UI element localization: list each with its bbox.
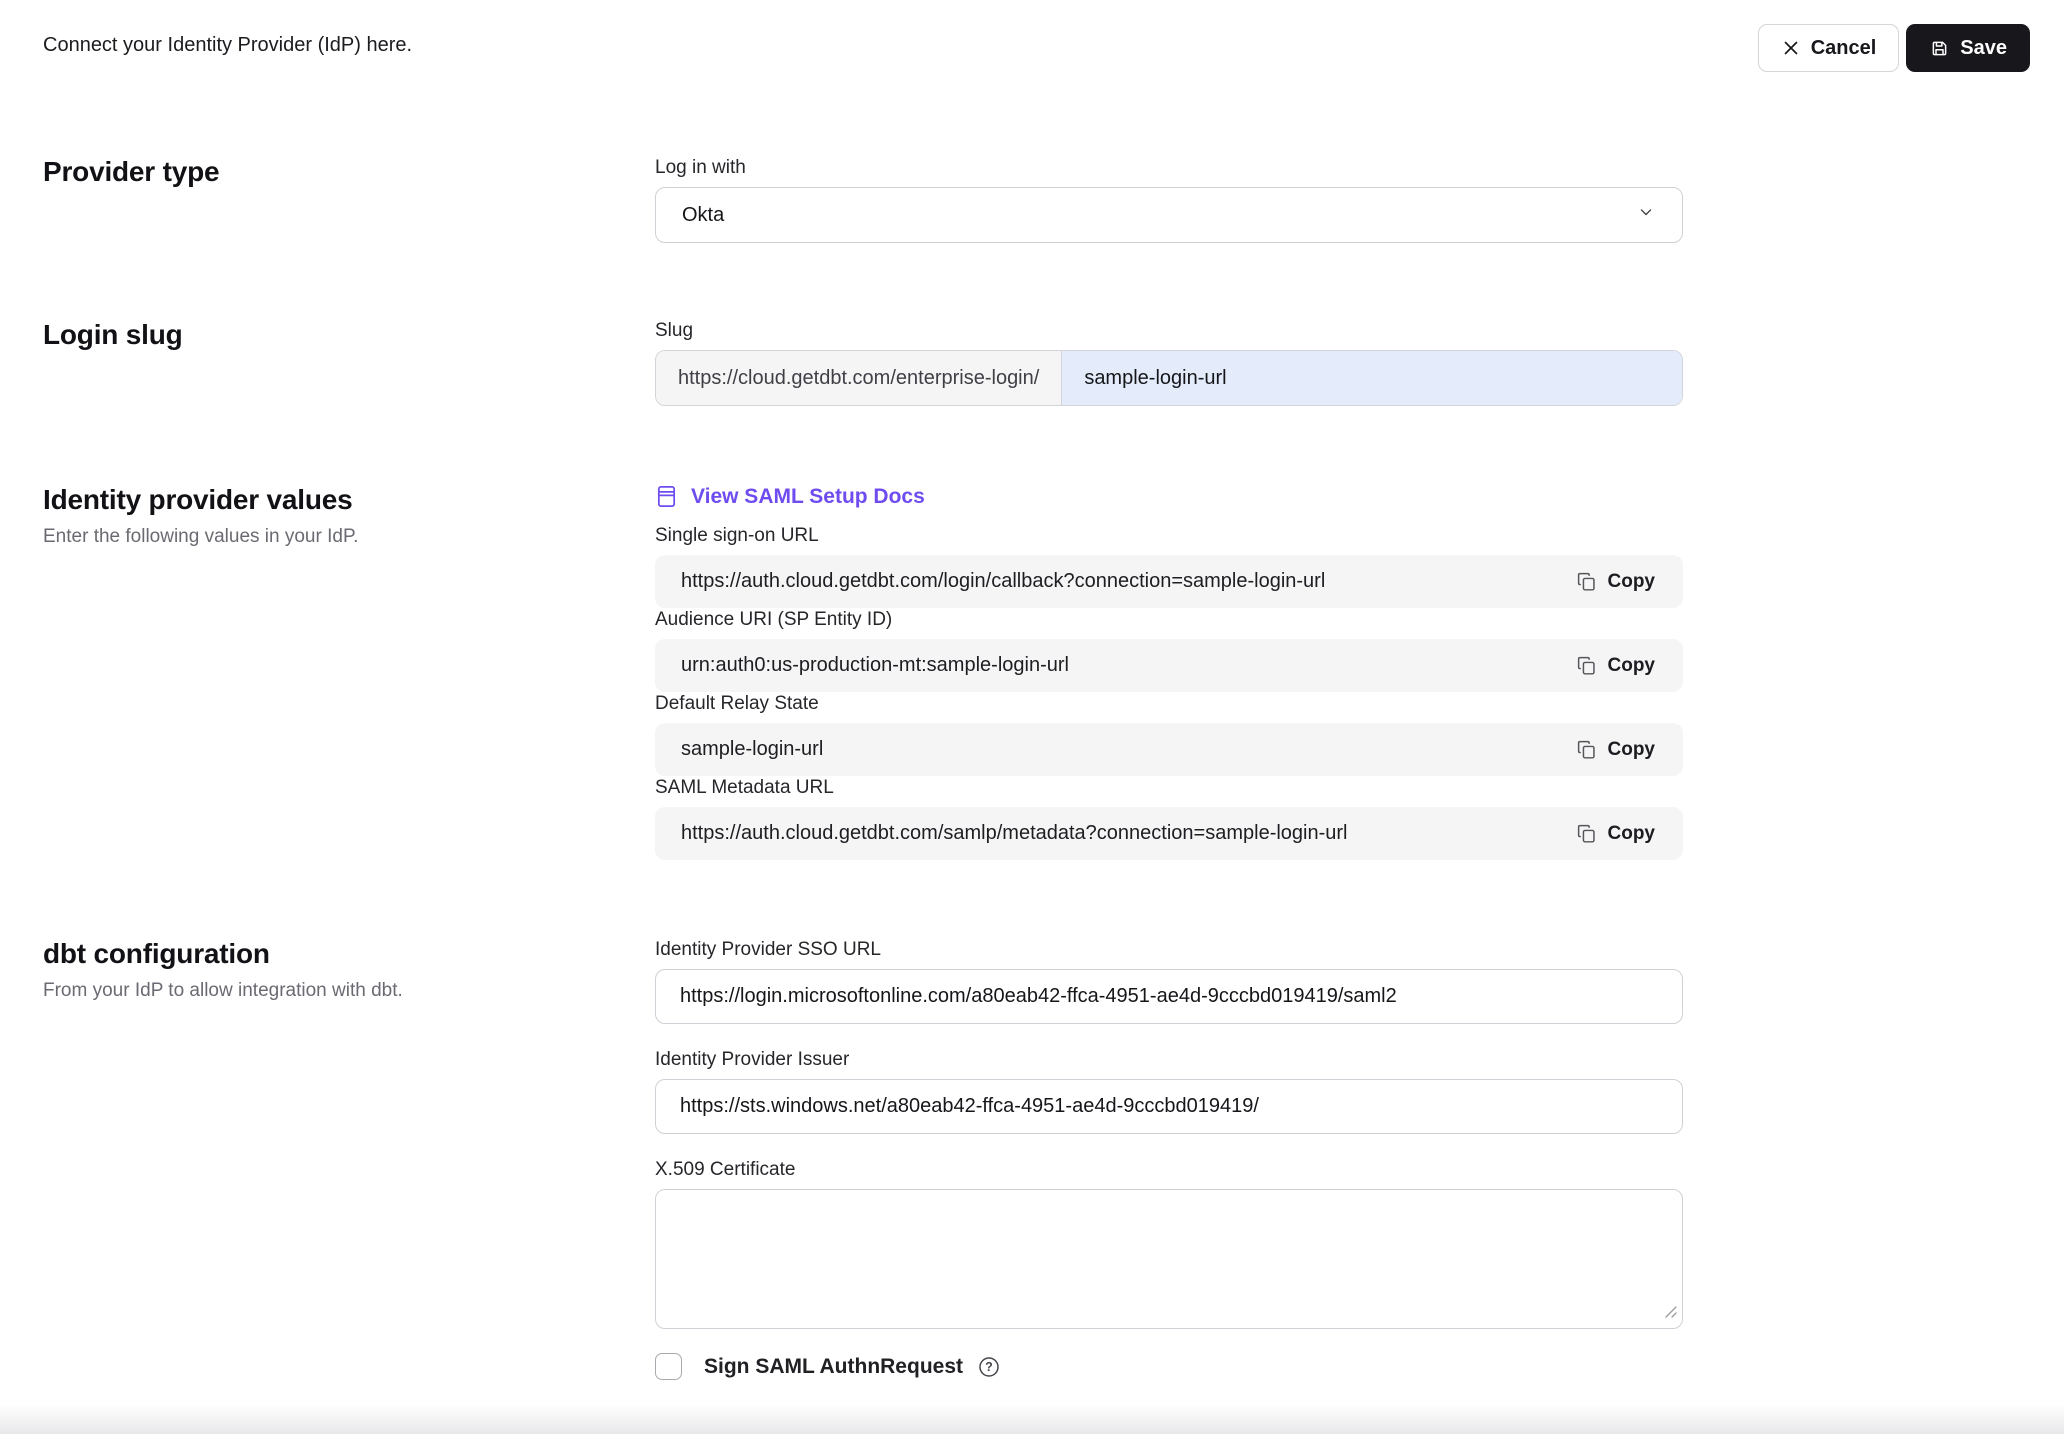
save-button-label: Save (1960, 36, 2007, 59)
sso-url-field-block (655, 524, 1683, 608)
copy-button-label: Copy (1607, 654, 1655, 676)
saml-metadata-url-field (655, 807, 1683, 860)
copy-button-label: Copy (1607, 822, 1655, 844)
x509-certificate-label: X.509 Certificate (655, 1159, 796, 1180)
section-provider-type (43, 156, 2064, 243)
saml-metadata-url-label: SAML Metadata URL (655, 777, 834, 798)
copy-icon (1576, 571, 1597, 592)
sso-form (0, 156, 2064, 1380)
cancel-button[interactable] (1758, 24, 1900, 72)
copy-icon (1576, 655, 1597, 676)
copy-button[interactable] (1568, 649, 1664, 683)
login-slug-heading: Login slug (43, 319, 183, 350)
login-with-selected-value: Okta (682, 203, 725, 226)
login-with-select[interactable] (655, 187, 1683, 243)
identity-provider-values-subtitle: Enter the following values in your IdP. (43, 526, 359, 547)
provider-type-heading: Provider type (43, 156, 220, 187)
login-with-label: Log in with (655, 157, 746, 178)
question-circle-icon[interactable] (977, 1355, 1001, 1379)
x509-certificate-block (655, 1158, 1683, 1329)
single-sign-on-url-field (655, 555, 1683, 608)
bottom-fade (0, 1404, 2064, 1434)
audience-uri-value: urn:auth0:us-production-mt:sample-login-url (681, 654, 1069, 676)
saml-metadata-url-value: https://auth.cloud.getdbt.com/samlp/metadata?connection=sample-login-url (681, 822, 1348, 844)
floppy-disk-icon (1929, 38, 1950, 59)
audience-uri-field-block (655, 608, 1683, 692)
default-relay-state-label: Default Relay State (655, 693, 819, 714)
idp-issuer-block (655, 1048, 1683, 1134)
dbt-configuration-subtitle: From your IdP to allow integration with dbt. (43, 980, 403, 1001)
slug-input-group (655, 350, 1683, 406)
copy-button[interactable] (1568, 817, 1664, 851)
sign-authn-label: Sign SAML AuthnRequest (704, 1354, 963, 1378)
svg-text:?: ? (985, 1359, 993, 1374)
section-dbt-configuration (43, 938, 2064, 1380)
copy-button[interactable] (1568, 565, 1664, 599)
idp-sso-url-input[interactable] (655, 969, 1683, 1024)
single-sign-on-url-label: Single sign-on URL (655, 525, 819, 546)
default-relay-state-field (655, 723, 1683, 776)
single-sign-on-url-value: https://auth.cloud.getdbt.com/login/callback?connection=sample-login-url (681, 570, 1326, 592)
topbar-actions (1758, 24, 2030, 72)
section-login-slug (43, 319, 2064, 406)
copy-button-label: Copy (1607, 738, 1655, 760)
sign-authn-row (655, 1353, 1683, 1380)
topbar (0, 0, 2064, 72)
idp-sso-url-block (655, 938, 1683, 1024)
view-saml-docs-label: View SAML Setup Docs (691, 484, 925, 508)
default-relay-state-field-block (655, 692, 1683, 776)
book-icon (655, 484, 678, 509)
chevron-down-icon (1636, 202, 1656, 228)
identity-provider-values-heading: Identity provider values (43, 484, 353, 515)
x509-certificate-textarea[interactable] (655, 1189, 1683, 1329)
slug-url-prefix: https://cloud.getdbt.com/enterprise-login/ (656, 351, 1062, 405)
idp-sso-url-label: Identity Provider SSO URL (655, 939, 881, 960)
cancel-button-label: Cancel (1810, 36, 1877, 59)
slug-input[interactable] (1062, 351, 1682, 405)
dbt-configuration-heading: dbt configuration (43, 938, 270, 969)
audience-uri-label: Audience URI (SP Entity ID) (655, 609, 893, 630)
save-button[interactable] (1906, 24, 2030, 72)
copy-button[interactable] (1568, 733, 1664, 767)
slug-label: Slug (655, 320, 694, 341)
x-icon (1781, 38, 1801, 58)
saml-metadata-url-field-block (655, 776, 1683, 860)
copy-button-label: Copy (1607, 570, 1655, 592)
idp-issuer-input[interactable] (655, 1079, 1683, 1134)
section-identity-provider-values (43, 484, 2064, 860)
view-saml-docs-link[interactable] (655, 484, 925, 509)
sign-authn-checkbox[interactable] (655, 1353, 682, 1380)
copy-icon (1576, 823, 1597, 844)
page-description: Connect your Identity Provider (IdP) here. (43, 34, 413, 56)
default-relay-state-value: sample-login-url (681, 738, 824, 760)
idp-issuer-label: Identity Provider Issuer (655, 1049, 850, 1070)
audience-uri-field (655, 639, 1683, 692)
copy-icon (1576, 739, 1597, 760)
